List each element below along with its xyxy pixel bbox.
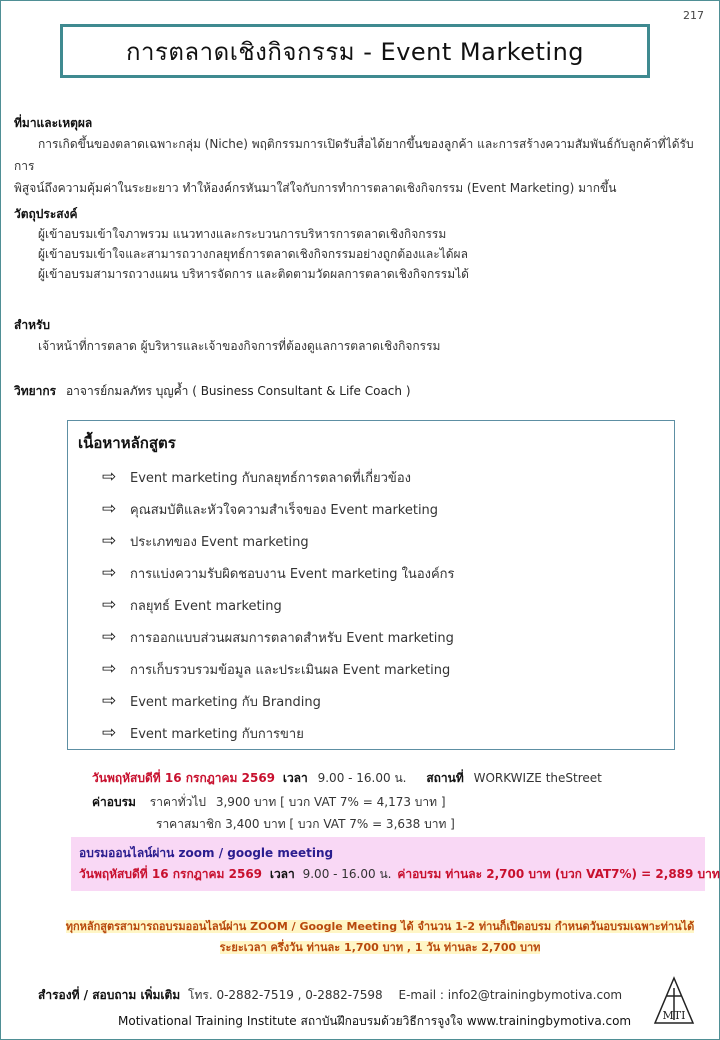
fee-label: ค่าอบรม bbox=[92, 795, 136, 809]
online-date: วันพฤหัสบดีที่ 16 กรกฎาคม 2569 bbox=[79, 867, 263, 881]
general-label: ราคาทั่วไป bbox=[149, 795, 207, 809]
fee-general-line bbox=[92, 793, 446, 812]
online-heading: อบรมออนไลน์ผ่าน zoom / google meeting bbox=[79, 846, 334, 860]
logo-text: MTI bbox=[662, 1009, 686, 1022]
course-heading: เนื้อหาหลักสูตร bbox=[78, 434, 176, 452]
note-line-1: ทุกหลักสูตรสามารถอบรมออนไลน์ผ่าน ZOOM / Google Meeting ได้ จำนวน 1-2 ท่านก็เปิดอบรม กำหนดวันอบรมเฉพาะท่านได้ bbox=[65, 920, 695, 933]
speaker-section bbox=[14, 382, 704, 401]
audience-heading: สำหรับ bbox=[14, 318, 51, 332]
schedule-line bbox=[92, 769, 602, 788]
list-item: ⇨ คุณสมบัติและหัวใจความสำเร็จของ Event marketing bbox=[102, 499, 439, 519]
arrow-right-icon: ⇨ bbox=[102, 531, 117, 551]
page-number: 217 bbox=[683, 9, 704, 22]
objectives-heading: วัตถุประสงค์ bbox=[14, 207, 78, 221]
list-item: ⇨ Event marketing กับกลยุทธ์การตลาดที่เกี่ยวข้อง bbox=[102, 467, 411, 487]
objective-item: ผู้เข้าอบรมเข้าใจภาพรวม แนวทางและกระบวนการบริหารการตลาดเชิงกิจกรรม bbox=[38, 227, 447, 241]
list-item: ⇨ การออกแบบส่วนผสมการตลาดสำหรับ Event marketing bbox=[102, 627, 454, 647]
objective-item: ผู้เข้าอบรมเข้าใจและสามารถวางกลยุทธ์การตลาดเชิงกิจกรรมอย่างถูกต้องและได้ผล bbox=[38, 247, 468, 261]
background-section bbox=[14, 114, 704, 199]
list-item: ⇨ กลยุทธ์ Event marketing bbox=[102, 595, 282, 615]
member-price: 3,400 บาท [ บวก VAT 7% = 3,638 บาท ] bbox=[225, 817, 455, 831]
schedule-date: วันพฤหัสบดีที่ 16 กรกฎาคม 2569 bbox=[92, 771, 276, 785]
time-label: เวลา bbox=[282, 771, 308, 785]
arrow-right-icon: ⇨ bbox=[102, 499, 117, 519]
mti-logo-icon bbox=[652, 976, 696, 1026]
course-content-box bbox=[67, 420, 675, 750]
list-item: ⇨ การเก็บรวบรวมข้อมูล และประเมินผล Event marketing bbox=[102, 659, 451, 679]
background-line-2: พิสูจน์ถึงความคุ้มค่าในระยะยาว ทำให้องค์กรหันมาใส่ใจกับการทำการตลาดเชิงกิจกรรม (Event Marketing) มากขึ้น bbox=[14, 181, 617, 195]
arrow-right-icon: ⇨ bbox=[102, 659, 117, 679]
audience-section bbox=[14, 316, 704, 357]
online-time: 9.00 - 16.00 น. bbox=[302, 867, 392, 881]
page-title: การตลาดเชิงกิจกรรม - Event Marketing bbox=[125, 37, 585, 66]
speaker-name: อาจารย์กมลภัทร บุญค้ำ ( Business Consultant & Life Coach ) bbox=[65, 384, 411, 398]
course-list bbox=[102, 461, 455, 749]
online-time-label: เวลา bbox=[269, 867, 295, 881]
venue-label: สถานที่ bbox=[426, 771, 464, 785]
list-item: ⇨ Event marketing กับการขาย bbox=[102, 723, 304, 743]
contact-email[interactable]: E-mail : info2@trainingbymotiva.com bbox=[398, 988, 623, 1002]
objective-item: ผู้เข้าอบรมสามารถวางแผน บริหารจัดการ และติดตามวัดผลการตลาดเชิงกิจกรรมได้ bbox=[38, 267, 469, 281]
speaker-label: วิทยากร bbox=[14, 384, 57, 398]
title-box bbox=[60, 24, 650, 78]
general-price: 3,900 บาท [ บวก VAT 7% = 4,173 บาท ] bbox=[215, 795, 446, 809]
background-line-1: การเกิดขึ้นของตลาดเฉพาะกลุ่ม (Niche) พฤติกรรมการเปิดรับสื่อได้ยากขึ้นของลูกค้า และการสร้างความสัมพันธ์กับลูกค้าที่ได้รับการ bbox=[14, 137, 694, 173]
background-heading: ที่มาและเหตุผล bbox=[14, 116, 93, 130]
objectives-section bbox=[14, 205, 704, 284]
list-item: ⇨ ประเภทของ Event marketing bbox=[102, 531, 309, 551]
venue: WORKWIZE theStreet bbox=[473, 771, 602, 785]
note-line-2: ระยะเวลา ครึ่งวัน ท่านละ 1,700 บาท , 1 วัน ท่านละ 2,700 บาท bbox=[219, 941, 541, 954]
contact-phones: โทร. 0-2882-7519 , 0-2882-7598 bbox=[188, 988, 383, 1002]
online-fee: ค่าอบรม ท่านละ 2,700 บาท (บวก VAT7%) = 2,889 บาท bbox=[397, 867, 720, 881]
schedule-time: 9.00 - 16.00 น. bbox=[317, 771, 407, 785]
online-training-box bbox=[71, 837, 720, 891]
contact-label: สำรองที่ / สอบถาม เพิ่มเติม bbox=[38, 988, 181, 1002]
institute-footer: Motivational Training Institute สถาบันฝึกอบรมด้วยวิธีการจูงใจ www.trainingbymotiva.com bbox=[118, 1014, 632, 1028]
list-item: ⇨ Event marketing กับ Branding bbox=[102, 691, 321, 711]
fee-member-line bbox=[156, 815, 455, 834]
arrow-right-icon: ⇨ bbox=[102, 563, 117, 583]
online-schedule bbox=[79, 864, 720, 885]
audience-text: เจ้าหน้าที่การตลาด ผู้บริหารและเจ้าของกิจการที่ต้องดูแลการตลาดเชิงกิจกรรม bbox=[38, 339, 441, 353]
member-label: ราคาสมาชิก bbox=[156, 817, 222, 831]
arrow-right-icon: ⇨ bbox=[102, 467, 117, 487]
arrow-right-icon: ⇨ bbox=[102, 723, 117, 743]
list-item: ⇨ การแบ่งความรับผิดชอบงาน Event marketing ในองค์กร bbox=[102, 563, 455, 583]
arrow-right-icon: ⇨ bbox=[102, 595, 117, 615]
arrow-right-icon: ⇨ bbox=[102, 627, 117, 647]
arrow-right-icon: ⇨ bbox=[102, 691, 117, 711]
contact-line bbox=[38, 986, 622, 1005]
online-note bbox=[60, 916, 700, 958]
